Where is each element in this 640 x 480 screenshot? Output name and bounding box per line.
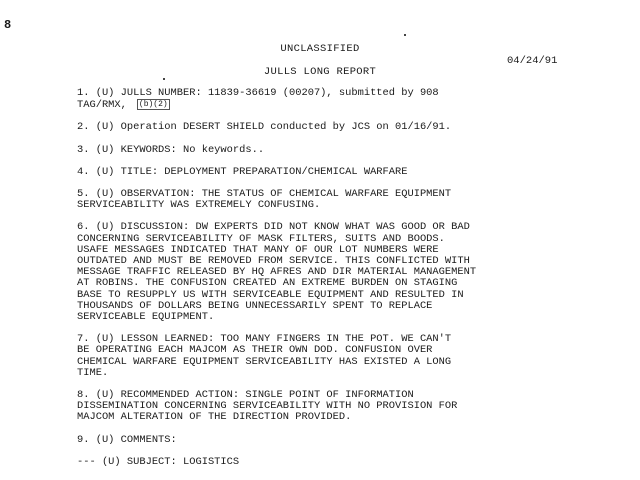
item-lesson-learned	[77, 334, 537, 379]
item-line: 3. (U) KEYWORDS: No keywords..	[77, 143, 265, 156]
item-line	[77, 99, 537, 111]
report-date: 04/24/91	[507, 55, 558, 67]
item-line: 9. (U) COMMENTS:	[77, 433, 177, 446]
item-julls-number	[77, 88, 537, 111]
item-line: MESSAGE TRAFFIC RELEASED BY HQ AFRES AND DIR MATERIAL MANAGEMENT	[77, 266, 477, 279]
item-line: MAJCOM ALTERATION OF THE DIRECTION PROVIDED.	[77, 411, 352, 424]
item-line: SERVICEABILITY WAS EXTREMELY CONFUSING.	[77, 199, 321, 212]
item-observation	[77, 189, 537, 211]
item-line: 1. (U) JULLS NUMBER: 11839-36619 (00207), submitted by 908	[77, 87, 439, 99]
item-line: 4. (U) TITLE: DEPLOYMENT PREPARATION/CHEMICAL WARFARE	[77, 165, 408, 178]
item-subject	[77, 457, 537, 468]
item-comments	[77, 435, 537, 446]
item-line: BASE TO RESUPPLY US WITH SERVICEABLE EQUIPMENT AND RESULTED IN	[77, 288, 464, 301]
item-keywords	[77, 145, 537, 156]
item-recommended-action	[77, 390, 537, 424]
item-title	[77, 167, 537, 178]
item-line: SERVICEABLE EQUIPMENT.	[77, 311, 215, 324]
item-line: DISSEMINATION CONCERNING SERVICEABILITY WITH NO PROVISION FOR	[77, 400, 458, 413]
item-line: 8. (U) RECOMMENDED ACTION: SINGLE POINT OF INFORMATION	[77, 389, 414, 402]
scan-speck	[404, 34, 406, 36]
item-line: 7. (U) LESSON LEARNED: TOO MANY FINGERS IN THE POT. WE CAN'T	[77, 333, 452, 346]
item-line: CHEMICAL WARFARE EQUIPMENT SERVICEABILITY HAS EXISTED A LONG	[77, 355, 452, 368]
redaction-code: (b)(2)	[138, 100, 168, 110]
item-line: AT ROBINS. THE CONFUSION CREATED AN EXTREME BURDEN ON STAGING	[77, 277, 458, 290]
item-line: CONCERNING SERVICEABILITY OF MASK FILTERS, SUITS AND BOODS.	[77, 232, 445, 245]
item-line: 6. (U) DISCUSSION: DW EXPERTS DID NOT KNOW WHAT WAS GOOD OR BAD	[77, 221, 470, 234]
page-corner-mark: 8	[4, 18, 12, 32]
scan-speck	[163, 78, 165, 80]
item-line: THOUSANDS OF DOLLARS BEING UNNECESSARILY SPENT TO REPLACE	[77, 299, 433, 312]
item-discussion	[77, 222, 537, 323]
item-line: 5. (U) OBSERVATION: THE STATUS OF CHEMICAL WARFARE EQUIPMENT	[77, 188, 452, 201]
item-line: BE OPERATING EACH MAJCOM AS THEIR OWN DOD. CONFUSION OVER	[77, 344, 433, 357]
item-line: OUTDATED AND MUST BE REMOVED FROM SERVICE. THIS CONFLICTED WITH	[77, 255, 470, 268]
classification-header: UNCLASSIFIED	[280, 43, 360, 55]
item-line: TIME.	[77, 366, 109, 379]
item-line: 2. (U) Operation DESERT SHIELD conducted by JCS on 01/16/91.	[77, 121, 452, 134]
item-line-text: TAG/RMX,	[77, 99, 127, 112]
report-title: JULLS LONG REPORT	[263, 66, 377, 78]
item-line: --- (U) SUBJECT: LOGISTICS	[77, 455, 240, 468]
item-line: USAFE MESSAGES INDICATED THAT MANY OF OUR LOT NUMBERS WERE	[77, 243, 439, 256]
report-body	[77, 88, 537, 479]
item-operation	[77, 122, 537, 133]
